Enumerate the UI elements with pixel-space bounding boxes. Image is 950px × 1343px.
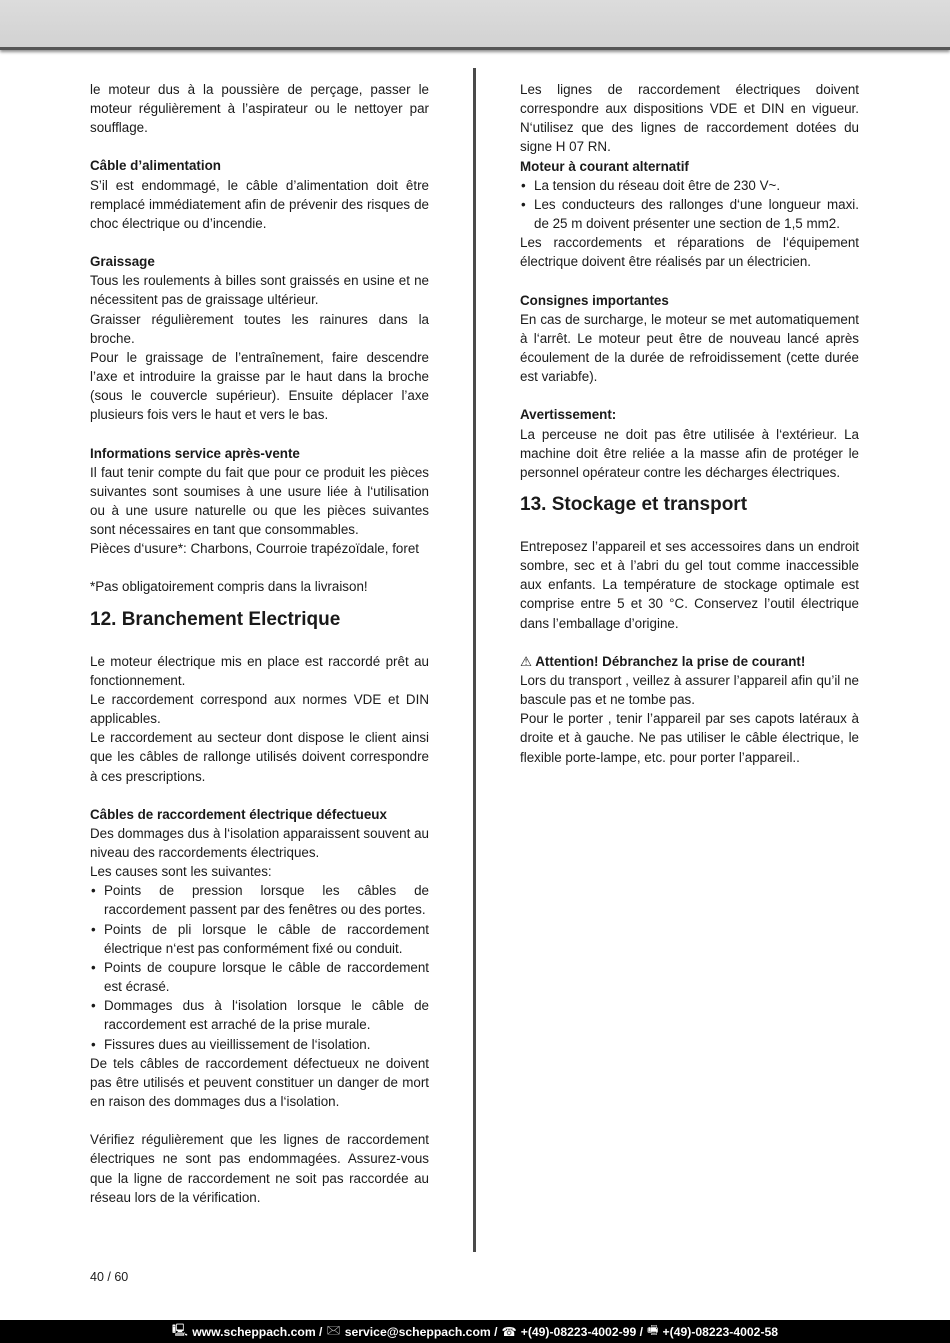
attention-heading: ⚠ Attention! Débranchez la prise de courant!: [520, 653, 806, 669]
ac-list: [520, 176, 859, 233]
important-paragraph: En cas de surcharge, le moteur se met automatiquement à l‘arrêt. Le moteur peut être de nouveau lancé après écoulement de la durée de refroidissement (cette durée est variabfe).: [520, 311, 859, 385]
header-band: [0, 0, 950, 50]
footer-bar: [0, 1320, 950, 1343]
list-item: • Fissures dues au vieillissement de l‘isolation.: [91, 1036, 371, 1052]
grease-paragraph-3: Pour le graissage de l’entraînement, faire descendre l’axe et introduire la graisse par le haut dans la broche (sous le couvercle supérieur). Ensuite déplacer l’axe plusieurs fois vers le haut et vers le bas.: [90, 349, 429, 423]
warning-heading: Avertissement:: [520, 407, 617, 423]
footer-phone: +(49)-08223-4002-99 /: [520, 1324, 644, 1339]
cable-heading: Câble d’alimentation: [90, 158, 221, 174]
warning-triangle-icon: ⚠: [520, 653, 533, 669]
defect-paragraph-2: Les causes sont les suivantes:: [90, 864, 272, 880]
envelope-icon: 🖂: [326, 1323, 341, 1337]
ac-motor-heading: Moteur à courant alternatif: [520, 158, 689, 174]
right-column: [520, 80, 859, 767]
column-divider: [473, 68, 476, 1252]
footer-fax: +(49)-08223-4002-58: [662, 1324, 779, 1339]
warning-paragraph: La perceuse ne doit pas être utilisée à l‘extérieur. La machine doit être reliée a la masse afin de protéger le personnel opérateur contre les décharges électriques.: [520, 426, 859, 480]
ac-paragraph: Les raccordements et réparations de l‘équipement électrique doivent être réalisés par un électricien.: [520, 235, 859, 270]
list-item: • Dommages dus à l‘isolation lorsque le câble de raccordement est arraché de la prise murale.: [91, 998, 429, 1033]
defect-list: [90, 881, 429, 1053]
list-item: • La tension du réseau doit être de 230 V~.: [521, 177, 781, 193]
computer-icon: 🖳: [171, 1323, 189, 1337]
section-13-title: 13. Stockage et transport: [520, 493, 748, 515]
verify-paragraph: Vérifiez régulièrement que les lignes de raccordement électriques ne sont pas endommagées. Assurez-vous que la ligne de raccordement ne soit pas raccordée au réseau lors de la vérification.: [90, 1132, 429, 1205]
grease-heading: Graissage: [90, 254, 155, 270]
telephone-icon: ☎: [501, 1324, 517, 1339]
section-12-paragraph-1: Le moteur électrique mis en place est raccordé prêt au fonctionnement.: [90, 653, 429, 688]
list-item: • Les conducteurs des rallonges d‘une longueur maxi. de 25 m doivent présenter une section de 1,5 mm2.: [521, 196, 859, 232]
grease-paragraph-2: Graisser régulièrement toutes les rainures dans la broche.: [90, 311, 429, 346]
section-12-title: 12. Branchement Electrique: [90, 608, 341, 630]
defect-paragraph-1: Des dommages dus à l‘isolation apparaissent souvent au niveau des raccordements électriques.: [90, 825, 429, 860]
left-column: [90, 80, 429, 1207]
transport-paragraph-2: Pour le porter , tenir l’appareil par ses capots latéraux à droite et à gauche. Ne pas utiliser le câble électrique, le flexible porte-lampe, etc. pour porter l’appareil..: [520, 711, 859, 765]
service-heading: Informations service après-vente: [90, 445, 300, 461]
defect-heading: Câbles de raccordement électrique défectueux: [90, 806, 387, 822]
list-item: • Points de pression lorsque les câbles de raccordement passent par des fenêtres ou des portes.: [91, 883, 429, 918]
footer-email[interactable]: service@scheppach.com /: [344, 1324, 498, 1339]
grease-paragraph-1: Tous les roulements à billes sont graissés en usine et ne nécessitent pas de graissage ultérieur.: [90, 273, 429, 308]
page-number: 40 / 60: [90, 1270, 129, 1284]
list-item: • Points de pli lorsque le câble de raccordement électrique n‘est pas conformément fixé ou conduit.: [91, 921, 429, 956]
lines-paragraph: Les lignes de raccordement électriques doivent correspondre aux dispositions VDE et DIN en vigueur. N‘utilisez que des lignes de raccordement dotées du signe H 07 RN.: [520, 82, 859, 155]
service-note: *Pas obligatoirement compris dans la livraison!: [90, 579, 368, 595]
service-paragraph-1: Il faut tenir compte du fait que pour ce produit les pièces suivantes sont soumises à une usure liée à l‘utilisation ou à une usure naturelle ou que les pièces suivantes sont nécessaires en tant que consommables.: [90, 464, 429, 538]
storage-paragraph: Entreposez l’appareil et ses accessoires dans un endroit sombre, sec et à l’abri du gel tout comme inaccessible aux enfants. La température de stockage optimale est comprise entre 5 et 30 °C. Conservez l’outil électrique dans l’emballage d’origine.: [520, 538, 859, 631]
transport-paragraph-1: Lors du transport , veillez à assurer l’appareil afin qu’il ne bascule pas et ne tombe pas.: [520, 672, 859, 708]
section-12-paragraph-3: Le raccordement au secteur dont dispose le client ainsi que les câbles de rallonge utilisés doivent correspondre à ces prescriptions.: [90, 730, 429, 784]
section-12-paragraph-2: Le raccordement correspond aux normes VDE et DIN applicables.: [90, 691, 429, 727]
service-paragraph-2: Pièces d‘usure*: Charbons, Courroie trapézoïdale, foret: [90, 541, 419, 557]
list-item: • Points de coupure lorsque le câble de raccordement est écrasé.: [91, 959, 429, 995]
fax-icon: 🖷: [647, 1323, 659, 1337]
cable-paragraph: S’il est endommagé, le câble d’alimentation doit être remplacé immédiatement afin de prévenir des risques de choc électrique ou d’incendie.: [90, 177, 429, 231]
footer-website[interactable]: www.scheppach.com /: [192, 1324, 323, 1339]
defect-paragraph-3: De tels câbles de raccordement défectueux ne doivent pas être utilisés et peuvent constituer un danger de mort en raison des dommages dus a l‘isolation.: [90, 1055, 429, 1110]
important-heading: Consignes importantes: [520, 292, 669, 308]
intro-paragraph: le moteur dus à la poussière de perçage, passer le moteur régulièrement à l’aspirateur ou le nettoyer par soufflage.: [90, 82, 429, 136]
